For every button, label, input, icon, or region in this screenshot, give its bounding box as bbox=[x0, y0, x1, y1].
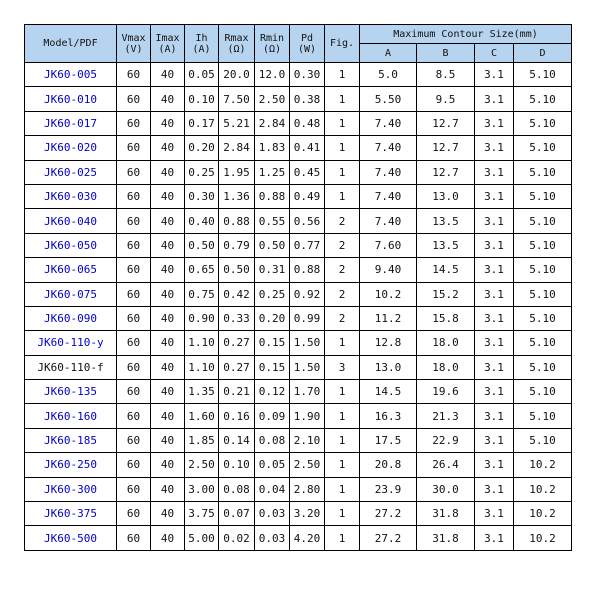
header-vmax: Vmax (V) bbox=[117, 25, 151, 63]
cell-b: 22.9 bbox=[417, 428, 475, 452]
cell-rmax: 1.36 bbox=[219, 184, 255, 208]
cell-rmin: 0.15 bbox=[255, 331, 290, 355]
cell-fig: 1 bbox=[325, 502, 360, 526]
cell-pd: 1.90 bbox=[290, 404, 325, 428]
model-pdf-link[interactable]: JK60-005 bbox=[44, 68, 97, 82]
model-pdf-link[interactable]: JK60-020 bbox=[44, 141, 97, 155]
header-rmax: Rmax (Ω) bbox=[219, 25, 255, 63]
cell-c: 3.1 bbox=[475, 282, 514, 306]
cell-ih: 1.35 bbox=[185, 380, 219, 404]
cell-fig: 1 bbox=[325, 87, 360, 111]
cell-vmax: 60 bbox=[117, 209, 151, 233]
cell-rmax: 0.88 bbox=[219, 209, 255, 233]
table-row bbox=[25, 453, 572, 477]
model-cell bbox=[25, 160, 117, 184]
cell-imax: 40 bbox=[151, 87, 185, 111]
cell-vmax: 60 bbox=[117, 380, 151, 404]
model-cell bbox=[25, 136, 117, 160]
cell-d: 10.2 bbox=[514, 502, 572, 526]
cell-rmax: 0.16 bbox=[219, 404, 255, 428]
cell-vmax: 60 bbox=[117, 453, 151, 477]
cell-rmin: 0.03 bbox=[255, 526, 290, 550]
cell-rmin: 1.25 bbox=[255, 160, 290, 184]
cell-a: 27.2 bbox=[360, 502, 417, 526]
cell-d: 5.10 bbox=[514, 380, 572, 404]
cell-pd: 0.77 bbox=[290, 233, 325, 257]
cell-a: 7.40 bbox=[360, 209, 417, 233]
cell-c: 3.1 bbox=[475, 160, 514, 184]
header-pd: Pd (W) bbox=[290, 25, 325, 63]
cell-pd: 1.50 bbox=[290, 331, 325, 355]
cell-a: 20.8 bbox=[360, 453, 417, 477]
model-cell bbox=[25, 258, 117, 282]
model-cell bbox=[25, 428, 117, 452]
table-row bbox=[25, 258, 572, 282]
model-pdf-link[interactable]: JK60-017 bbox=[44, 116, 97, 130]
table-row bbox=[25, 282, 572, 306]
cell-rmin: 0.55 bbox=[255, 209, 290, 233]
cell-b: 18.0 bbox=[417, 331, 475, 355]
cell-c: 3.1 bbox=[475, 306, 514, 330]
table-row bbox=[25, 331, 572, 355]
table-row bbox=[25, 502, 572, 526]
cell-d: 5.10 bbox=[514, 306, 572, 330]
cell-fig: 1 bbox=[325, 111, 360, 135]
cell-b: 12.7 bbox=[417, 136, 475, 160]
cell-vmax: 60 bbox=[117, 331, 151, 355]
table-row bbox=[25, 111, 572, 135]
model-pdf-link[interactable]: JK60-500 bbox=[44, 531, 97, 545]
cell-ih: 0.90 bbox=[185, 306, 219, 330]
cell-imax: 40 bbox=[151, 306, 185, 330]
cell-c: 3.1 bbox=[475, 111, 514, 135]
cell-rmax: 0.27 bbox=[219, 355, 255, 379]
cell-rmin: 0.25 bbox=[255, 282, 290, 306]
cell-ih: 0.20 bbox=[185, 136, 219, 160]
table-row bbox=[25, 63, 572, 87]
cell-rmin: 0.03 bbox=[255, 502, 290, 526]
cell-rmin: 12.0 bbox=[255, 63, 290, 87]
cell-vmax: 60 bbox=[117, 63, 151, 87]
model-cell bbox=[25, 282, 117, 306]
cell-c: 3.1 bbox=[475, 380, 514, 404]
cell-c: 3.1 bbox=[475, 453, 514, 477]
table-row bbox=[25, 380, 572, 404]
cell-d: 5.10 bbox=[514, 258, 572, 282]
cell-rmin: 0.08 bbox=[255, 428, 290, 452]
cell-d: 5.10 bbox=[514, 184, 572, 208]
cell-vmax: 60 bbox=[117, 136, 151, 160]
table-row bbox=[25, 136, 572, 160]
cell-a: 7.40 bbox=[360, 184, 417, 208]
cell-rmin: 0.05 bbox=[255, 453, 290, 477]
cell-c: 3.1 bbox=[475, 502, 514, 526]
cell-b: 19.6 bbox=[417, 380, 475, 404]
cell-fig: 2 bbox=[325, 209, 360, 233]
model-cell bbox=[25, 233, 117, 257]
cell-imax: 40 bbox=[151, 136, 185, 160]
cell-vmax: 60 bbox=[117, 355, 151, 379]
cell-pd: 3.20 bbox=[290, 502, 325, 526]
cell-d: 5.10 bbox=[514, 428, 572, 452]
cell-c: 3.1 bbox=[475, 63, 514, 87]
cell-rmax: 1.95 bbox=[219, 160, 255, 184]
cell-vmax: 60 bbox=[117, 160, 151, 184]
table-row bbox=[25, 233, 572, 257]
cell-rmax: 2.84 bbox=[219, 136, 255, 160]
cell-vmax: 60 bbox=[117, 87, 151, 111]
model-pdf-link[interactable]: JK60-160 bbox=[44, 409, 97, 423]
cell-ih: 0.30 bbox=[185, 184, 219, 208]
cell-b: 31.8 bbox=[417, 526, 475, 550]
cell-rmin: 0.04 bbox=[255, 477, 290, 501]
cell-b: 12.7 bbox=[417, 111, 475, 135]
cell-c: 3.1 bbox=[475, 209, 514, 233]
model-pdf-link[interactable]: JK60-065 bbox=[44, 263, 97, 277]
cell-pd: 4.20 bbox=[290, 526, 325, 550]
cell-imax: 40 bbox=[151, 63, 185, 87]
cell-d: 5.10 bbox=[514, 282, 572, 306]
table-row bbox=[25, 87, 572, 111]
model-cell bbox=[25, 355, 117, 379]
cell-c: 3.1 bbox=[475, 331, 514, 355]
cell-ih: 0.50 bbox=[185, 233, 219, 257]
cell-fig: 1 bbox=[325, 428, 360, 452]
cell-rmax: 20.0 bbox=[219, 63, 255, 87]
header-d: D bbox=[514, 44, 572, 63]
cell-b: 9.5 bbox=[417, 87, 475, 111]
header-b: B bbox=[417, 44, 475, 63]
cell-a: 9.40 bbox=[360, 258, 417, 282]
header-ih: Ih (A) bbox=[185, 25, 219, 63]
cell-imax: 40 bbox=[151, 209, 185, 233]
cell-rmin: 0.31 bbox=[255, 258, 290, 282]
cell-d: 5.10 bbox=[514, 209, 572, 233]
cell-vmax: 60 bbox=[117, 258, 151, 282]
cell-b: 26.4 bbox=[417, 453, 475, 477]
model-cell bbox=[25, 502, 117, 526]
cell-d: 5.10 bbox=[514, 355, 572, 379]
cell-pd: 2.50 bbox=[290, 453, 325, 477]
cell-vmax: 60 bbox=[117, 233, 151, 257]
cell-a: 14.5 bbox=[360, 380, 417, 404]
cell-c: 3.1 bbox=[475, 258, 514, 282]
cell-pd: 0.99 bbox=[290, 306, 325, 330]
cell-vmax: 60 bbox=[117, 306, 151, 330]
table-row bbox=[25, 404, 572, 428]
cell-vmax: 60 bbox=[117, 111, 151, 135]
cell-rmin: 0.50 bbox=[255, 233, 290, 257]
header-a: A bbox=[360, 44, 417, 63]
model-pdf-link[interactable]: JK60-010 bbox=[44, 92, 97, 106]
model-pdf-link[interactable]: JK60-075 bbox=[44, 287, 97, 301]
cell-rmax: 0.27 bbox=[219, 331, 255, 355]
cell-d: 10.2 bbox=[514, 477, 572, 501]
cell-d: 10.2 bbox=[514, 453, 572, 477]
cell-rmin: 0.15 bbox=[255, 355, 290, 379]
cell-fig: 1 bbox=[325, 477, 360, 501]
cell-fig: 1 bbox=[325, 453, 360, 477]
cell-d: 5.10 bbox=[514, 404, 572, 428]
model-cell bbox=[25, 111, 117, 135]
header-fig: Fig. bbox=[325, 25, 360, 63]
cell-rmax: 0.08 bbox=[219, 477, 255, 501]
model-pdf-link[interactable]: JK60-300 bbox=[44, 482, 97, 496]
model-pdf-link[interactable]: JK60-250 bbox=[44, 458, 97, 472]
cell-ih: 0.10 bbox=[185, 87, 219, 111]
table-row bbox=[25, 428, 572, 452]
cell-c: 3.1 bbox=[475, 428, 514, 452]
cell-fig: 1 bbox=[325, 404, 360, 428]
cell-pd: 0.92 bbox=[290, 282, 325, 306]
cell-vmax: 60 bbox=[117, 428, 151, 452]
cell-ih: 2.50 bbox=[185, 453, 219, 477]
model-cell bbox=[25, 380, 117, 404]
model-pdf-link[interactable]: JK60-110-y bbox=[37, 336, 104, 350]
cell-c: 3.1 bbox=[475, 87, 514, 111]
model-pdf-link[interactable]: JK60-185 bbox=[44, 434, 97, 448]
table-row bbox=[25, 306, 572, 330]
cell-d: 10.2 bbox=[514, 526, 572, 550]
cell-c: 3.1 bbox=[475, 526, 514, 550]
cell-fig: 2 bbox=[325, 282, 360, 306]
cell-c: 3.1 bbox=[475, 233, 514, 257]
cell-rmin: 2.50 bbox=[255, 87, 290, 111]
model-name: JK60-110-f bbox=[37, 360, 104, 374]
cell-d: 5.10 bbox=[514, 63, 572, 87]
cell-imax: 40 bbox=[151, 331, 185, 355]
cell-imax: 40 bbox=[151, 428, 185, 452]
cell-imax: 40 bbox=[151, 526, 185, 550]
cell-pd: 0.45 bbox=[290, 160, 325, 184]
cell-ih: 1.85 bbox=[185, 428, 219, 452]
table-row bbox=[25, 209, 572, 233]
cell-pd: 0.56 bbox=[290, 209, 325, 233]
cell-a: 27.2 bbox=[360, 526, 417, 550]
model-pdf-link[interactable]: JK60-040 bbox=[44, 214, 97, 228]
cell-ih: 1.60 bbox=[185, 404, 219, 428]
cell-fig: 1 bbox=[325, 380, 360, 404]
cell-pd: 2.80 bbox=[290, 477, 325, 501]
cell-b: 12.7 bbox=[417, 160, 475, 184]
cell-a: 7.40 bbox=[360, 111, 417, 135]
cell-fig: 1 bbox=[325, 63, 360, 87]
header-contour: Maximum Contour Size(mm) bbox=[360, 25, 572, 44]
cell-rmax: 0.50 bbox=[219, 258, 255, 282]
cell-ih: 0.25 bbox=[185, 160, 219, 184]
cell-a: 13.0 bbox=[360, 355, 417, 379]
cell-d: 5.10 bbox=[514, 111, 572, 135]
cell-rmax: 7.50 bbox=[219, 87, 255, 111]
cell-fig: 1 bbox=[325, 331, 360, 355]
cell-d: 5.10 bbox=[514, 331, 572, 355]
cell-rmin: 0.20 bbox=[255, 306, 290, 330]
cell-fig: 2 bbox=[325, 306, 360, 330]
model-cell bbox=[25, 331, 117, 355]
cell-imax: 40 bbox=[151, 404, 185, 428]
cell-rmin: 0.09 bbox=[255, 404, 290, 428]
cell-ih: 0.65 bbox=[185, 258, 219, 282]
cell-a: 7.60 bbox=[360, 233, 417, 257]
cell-fig: 3 bbox=[325, 355, 360, 379]
cell-b: 8.5 bbox=[417, 63, 475, 87]
model-cell bbox=[25, 404, 117, 428]
cell-pd: 0.49 bbox=[290, 184, 325, 208]
cell-a: 23.9 bbox=[360, 477, 417, 501]
model-cell bbox=[25, 209, 117, 233]
cell-b: 21.3 bbox=[417, 404, 475, 428]
model-pdf-link[interactable]: JK60-025 bbox=[44, 165, 97, 179]
cell-rmax: 5.21 bbox=[219, 111, 255, 135]
cell-vmax: 60 bbox=[117, 477, 151, 501]
cell-rmax: 0.14 bbox=[219, 428, 255, 452]
cell-pd: 0.41 bbox=[290, 136, 325, 160]
table-row bbox=[25, 160, 572, 184]
cell-fig: 1 bbox=[325, 160, 360, 184]
cell-rmin: 0.12 bbox=[255, 380, 290, 404]
table-row bbox=[25, 184, 572, 208]
cell-imax: 40 bbox=[151, 502, 185, 526]
cell-c: 3.1 bbox=[475, 136, 514, 160]
cell-ih: 0.40 bbox=[185, 209, 219, 233]
cell-imax: 40 bbox=[151, 282, 185, 306]
cell-a: 12.8 bbox=[360, 331, 417, 355]
model-pdf-link[interactable]: JK60-135 bbox=[44, 385, 97, 399]
model-cell bbox=[25, 477, 117, 501]
cell-ih: 3.75 bbox=[185, 502, 219, 526]
cell-imax: 40 bbox=[151, 355, 185, 379]
cell-rmax: 0.07 bbox=[219, 502, 255, 526]
cell-a: 16.3 bbox=[360, 404, 417, 428]
cell-fig: 1 bbox=[325, 526, 360, 550]
cell-a: 7.40 bbox=[360, 160, 417, 184]
cell-vmax: 60 bbox=[117, 502, 151, 526]
cell-pd: 2.10 bbox=[290, 428, 325, 452]
cell-imax: 40 bbox=[151, 380, 185, 404]
cell-imax: 40 bbox=[151, 160, 185, 184]
cell-rmax: 0.79 bbox=[219, 233, 255, 257]
cell-ih: 1.10 bbox=[185, 331, 219, 355]
cell-ih: 0.17 bbox=[185, 111, 219, 135]
cell-ih: 0.75 bbox=[185, 282, 219, 306]
cell-vmax: 60 bbox=[117, 404, 151, 428]
cell-b: 13.5 bbox=[417, 233, 475, 257]
cell-a: 11.2 bbox=[360, 306, 417, 330]
cell-rmin: 0.88 bbox=[255, 184, 290, 208]
cell-c: 3.1 bbox=[475, 184, 514, 208]
cell-b: 14.5 bbox=[417, 258, 475, 282]
model-cell bbox=[25, 184, 117, 208]
header-imax: Imax (A) bbox=[151, 25, 185, 63]
model-pdf-link[interactable]: JK60-050 bbox=[44, 238, 97, 252]
model-cell bbox=[25, 63, 117, 87]
cell-a: 10.2 bbox=[360, 282, 417, 306]
cell-imax: 40 bbox=[151, 184, 185, 208]
cell-a: 5.0 bbox=[360, 63, 417, 87]
cell-vmax: 60 bbox=[117, 282, 151, 306]
cell-imax: 40 bbox=[151, 477, 185, 501]
cell-b: 15.8 bbox=[417, 306, 475, 330]
cell-pd: 0.88 bbox=[290, 258, 325, 282]
cell-pd: 1.70 bbox=[290, 380, 325, 404]
cell-imax: 40 bbox=[151, 258, 185, 282]
cell-rmin: 2.84 bbox=[255, 111, 290, 135]
header-rmin: Rmin (Ω) bbox=[255, 25, 290, 63]
cell-rmax: 0.42 bbox=[219, 282, 255, 306]
cell-fig: 2 bbox=[325, 258, 360, 282]
cell-ih: 5.00 bbox=[185, 526, 219, 550]
cell-b: 15.2 bbox=[417, 282, 475, 306]
cell-rmax: 0.02 bbox=[219, 526, 255, 550]
cell-b: 13.0 bbox=[417, 184, 475, 208]
cell-d: 5.10 bbox=[514, 233, 572, 257]
cell-pd: 0.38 bbox=[290, 87, 325, 111]
table-row bbox=[25, 526, 572, 550]
cell-pd: 0.48 bbox=[290, 111, 325, 135]
cell-pd: 0.30 bbox=[290, 63, 325, 87]
table-row bbox=[25, 355, 572, 379]
cell-b: 18.0 bbox=[417, 355, 475, 379]
cell-imax: 40 bbox=[151, 233, 185, 257]
table-body bbox=[25, 63, 572, 551]
model-pdf-link[interactable]: JK60-375 bbox=[44, 507, 97, 521]
cell-fig: 1 bbox=[325, 136, 360, 160]
header-c: C bbox=[475, 44, 514, 63]
cell-c: 3.1 bbox=[475, 404, 514, 428]
model-cell bbox=[25, 87, 117, 111]
cell-imax: 40 bbox=[151, 453, 185, 477]
cell-b: 13.5 bbox=[417, 209, 475, 233]
cell-fig: 2 bbox=[325, 233, 360, 257]
cell-pd: 1.50 bbox=[290, 355, 325, 379]
cell-ih: 1.10 bbox=[185, 355, 219, 379]
cell-rmax: 0.10 bbox=[219, 453, 255, 477]
cell-d: 5.10 bbox=[514, 87, 572, 111]
table-header bbox=[25, 25, 572, 63]
model-cell bbox=[25, 453, 117, 477]
header-model: Model/PDF bbox=[25, 25, 117, 63]
cell-d: 5.10 bbox=[514, 136, 572, 160]
cell-b: 30.0 bbox=[417, 477, 475, 501]
cell-rmin: 1.83 bbox=[255, 136, 290, 160]
cell-rmax: 0.33 bbox=[219, 306, 255, 330]
model-cell bbox=[25, 306, 117, 330]
cell-b: 31.8 bbox=[417, 502, 475, 526]
cell-c: 3.1 bbox=[475, 355, 514, 379]
cell-vmax: 60 bbox=[117, 184, 151, 208]
cell-fig: 1 bbox=[325, 184, 360, 208]
table-row bbox=[25, 477, 572, 501]
cell-c: 3.1 bbox=[475, 477, 514, 501]
cell-a: 17.5 bbox=[360, 428, 417, 452]
cell-rmax: 0.21 bbox=[219, 380, 255, 404]
cell-vmax: 60 bbox=[117, 526, 151, 550]
cell-ih: 0.05 bbox=[185, 63, 219, 87]
cell-ih: 3.00 bbox=[185, 477, 219, 501]
spec-table bbox=[24, 24, 572, 551]
model-cell bbox=[25, 526, 117, 550]
cell-a: 7.40 bbox=[360, 136, 417, 160]
model-pdf-link[interactable]: JK60-090 bbox=[44, 312, 97, 326]
cell-imax: 40 bbox=[151, 111, 185, 135]
model-pdf-link[interactable]: JK60-030 bbox=[44, 190, 97, 204]
cell-a: 5.50 bbox=[360, 87, 417, 111]
cell-d: 5.10 bbox=[514, 160, 572, 184]
